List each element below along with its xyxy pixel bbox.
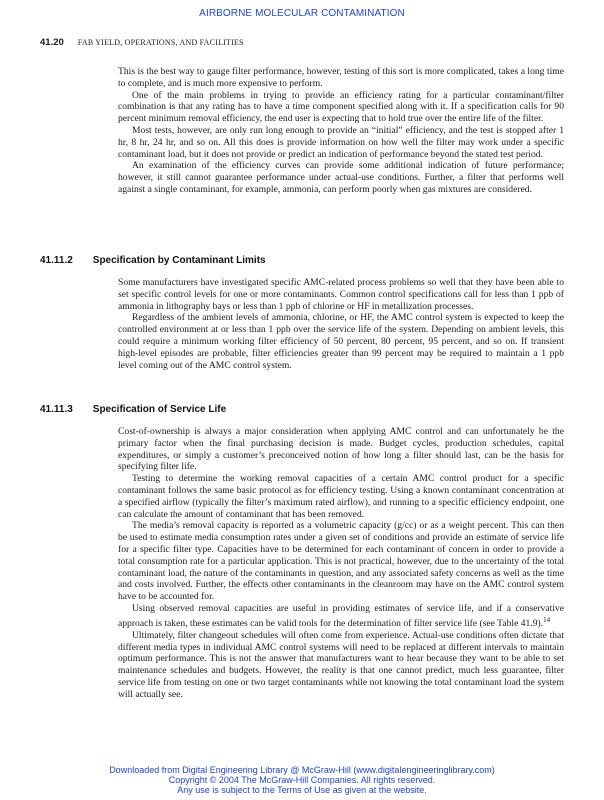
paragraph (118, 603, 564, 630)
paragraph: One of the main problems in trying to provide an efficiency rating for a particular contaminant/filter combination is that any rating has to have a time component specified along with it. If a specification calls for 90 percent minimum removal efficiency, the end user is expecting that to hold true over the entire life of the filter. (118, 89, 564, 125)
paragraph: Ultimately, filter changeout schedules will often come from experience. Actual-use conditions often dictate that different media types in individual AMC control systems will need to be replaced at different intervals to maintain optimum performance. This is not the answer that manufacturers want to hear because they want to be able to set maintenance schedules and budgets. However, the reality is that one cannot predict, much less guarantee, filter service life from testing on one or two target contaminants while not knowing the total contaminant load the system will actually see. (118, 629, 564, 700)
page-number: 41.20 (40, 37, 64, 48)
paragraph: The media’s removal capacity is reported as a volumetric capacity (g/cc) or as a weight percent. This can then be used to estimate media consumption rates under a given set of conditions and provide an estimate of service life for a specific filter type. Capacities have to be determined for each contaminant of concern in order to provide a total consumption rate for a particular application. This is not practical, however, due to the uncertainty of the total contaminant load, the nature of the contaminants in question, and any associated safety concerns as well as the time and costs involved. Further, the effects other contaminants in the cleanroom may have on the AMC control system have to be accounted for. (118, 520, 564, 603)
section-number: 41.11.3 (40, 404, 73, 415)
section-heading-service-life (40, 404, 226, 415)
footnote-reference[interactable]: 14 (543, 615, 551, 624)
footer-copyright: Copyright © 2004 The McGraw-Hill Companies. All rights reserved. (168, 775, 436, 785)
paragraph: Some manufacturers have investigated specific AMC-related process problems so well that they have been able to set specific control levels for one or more contaminants. Common control specifications call for less than 1 ppb of ammonia in lithography bays or less than 1 ppb of chlorine or HF in metallization processes. (118, 277, 564, 312)
section-number: 41.11.2 (40, 255, 73, 266)
chapter-banner: AIRBORNE MOLECULAR CONTAMINATION (199, 8, 405, 19)
section-title: Specification of Service Life (92, 404, 227, 415)
footer-download-link[interactable]: Downloaded from Digital Engineering Library @ McGraw-Hill (www.digitalengineeringlibrary.com) (109, 765, 495, 775)
paragraph: An examination of the efficiency curves can provide some additional indication of future performance; however, it still cannot guarantee performance under actual-use conditions. Further, a filter that performs well against a single contaminant, for example, ammonia, can perform poorly when gas mixtures are considered. (118, 160, 564, 195)
running-head (40, 37, 244, 48)
paragraph: Most tests, however, are only run long enough to provide an “initial” efficiency, and the test is stopped after 1 hr, 8 hr, 24 hr, and so on. All this does is provide information on how well the filter may work under a specific contaminant load, but it does not provide or predict an indication of performance beyond the stated test period. (118, 124, 564, 160)
paragraph: Testing to determine the working removal capacities of a certain AMC control product for a specific contaminant follows the same basic protocol as for efficiency testing. Using a known contaminant concentration at a specified airflow (typically the filter’s maximum rated airflow), and running to a specific efficiency endpoint, one can calculate the amount of contaminant that has been removed. (118, 473, 564, 520)
paragraph: Cost-of-ownership is always a major consideration when applying AMC control and can unfortunately be the primary factor when the final purchasing decision is made. Budget cycles, production schedules, capital expenditures, or simply a customer’s preconceived notion of how long a filter should last, can be the basis for specifying filter life. (118, 426, 564, 473)
footer-terms-link[interactable]: Any use is subject to the Terms of Use as given at the website. (177, 785, 427, 795)
section-title: Specification by Contaminant Limits (92, 255, 266, 266)
running-head-title: FAB YIELD, OPERATIONS, AND FACILITIES (77, 38, 244, 47)
section-heading-contaminant-limits (40, 255, 266, 266)
paragraph-text: Using observed removal capacities are useful in providing estimates of service life, and if a conservative approach is taken, these estimates can be valid tools for the determination of filter service life (see Table 41.9). (118, 602, 564, 629)
intro-text (118, 66, 564, 196)
section-contaminant-limits-text (118, 277, 564, 371)
download-footer (0, 765, 604, 795)
section-service-life-text (118, 426, 564, 701)
paragraph: This is the best way to gauge filter performance, however, testing of this sort is more complicated, takes a long time to complete, and is much more expensive to perform. (118, 66, 564, 89)
paragraph: Regardless of the ambient levels of ammonia, chlorine, or HF, the AMC control system is expected to keep the controlled environment at or less than 1 ppb over the service life of the system. Depending on ambient levels, this could require a minimum working filter efficiency of 50 percent, 80 percent, 95 percent, and so on. If transient high-level episodes are probable, filter efficiencies greater than 99 percent may be required to maintain a 1 ppb level coming out of the AMC control system. (118, 312, 564, 371)
